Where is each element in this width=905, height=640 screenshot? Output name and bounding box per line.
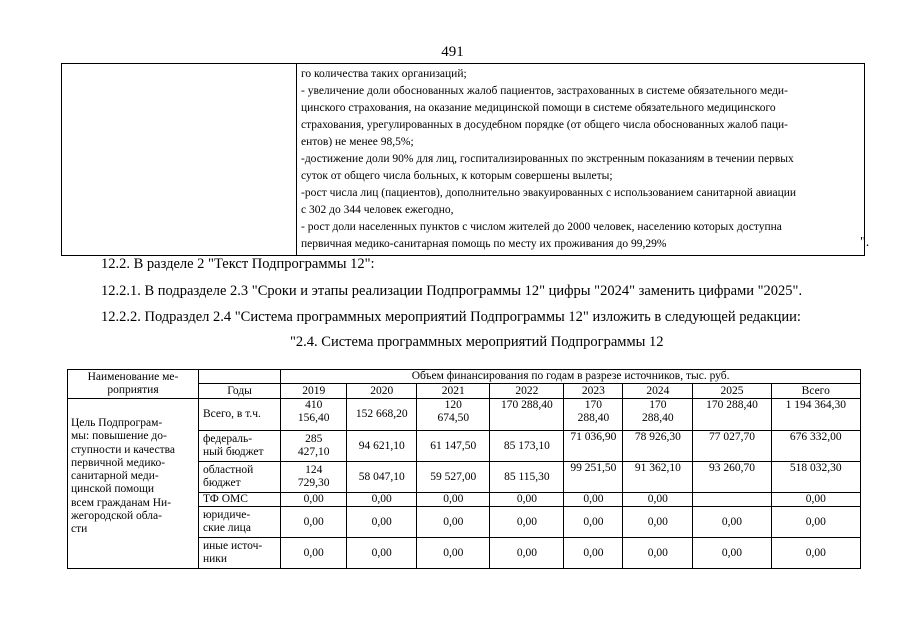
source-label: федераль- [202,433,253,445]
value-cell [564,493,623,507]
source-cell [198,462,280,493]
value-line: 94 621,10 [358,439,405,452]
value-cell [281,538,347,569]
value-line: 0,00 [371,546,392,559]
source-cell [198,507,280,538]
financing-table [67,369,861,569]
header-total: Всего [771,384,860,399]
source-label: ный бюджет [202,446,264,458]
header-year: 2023 [564,384,623,399]
value-line: 729,30 [297,477,330,489]
value-line: 58 047,10 [358,470,405,483]
value-cell [281,462,347,493]
value-cell [564,538,623,569]
source-label: юридиче- [202,509,251,521]
text-line: цинского страхования, на оказание медицинской помощи в системе обязательного медицинского [301,102,776,114]
header-financing-volume: Объем финансирования по годам в разрезе источников, тыс. руб. [281,370,861,384]
goal-line: жегородской обла- [71,510,162,523]
value-line: 427,10 [297,446,330,458]
value-line: 0,00 [647,515,668,528]
paragraph-12-2: 12.2. В разделе 2 "Текст Подпрограммы 12": [101,256,375,272]
page-number: 491 [441,44,464,60]
continued-table-text-cell [297,64,865,256]
value-cell [490,493,564,507]
value-cell [564,462,623,493]
value-cell [623,493,693,507]
section-heading-2-4: "2.4. Система программных мероприятий Подпрограммы 12 [290,334,664,350]
value-line: 0,00 [303,546,324,559]
value-cell [693,431,771,462]
value-cell [347,462,417,493]
header-event-name [68,370,199,399]
value-cell [693,493,771,507]
text-line: - рост доли населенных пунктов с числом жителей до 2000 человек, населению которых доступна [301,221,782,233]
value-line: 0,00 [371,493,392,505]
source-label: ТФ ОМС [202,493,248,505]
value-cell [490,538,564,569]
source-label: областной [202,464,254,476]
value-line: 59 527,00 [430,470,477,483]
value-cell [347,431,417,462]
paragraph-12-2-1: 12.2.1. В подразделе 2.3 "Сроки и этапы реализации Подпрограммы 12" цифры "2024" заменить цифрами "2025". [101,283,803,299]
value-line: 0,00 [721,515,742,528]
value-line: 170 288,40 [501,399,553,411]
source-label: ники [202,553,228,565]
source-cell [198,431,280,462]
text-line: ентов) не менее 98,5%; [301,136,414,148]
goal-line: цинской помощи [71,483,155,496]
source-cell [198,399,280,431]
goal-line: санитарной меди- [71,470,159,483]
text-line: с 302 до 344 человек ежегодно, [301,204,454,216]
value-line: 170 [584,399,602,411]
value-line: 410 [305,399,323,411]
header-year: 2024 [623,384,693,399]
value-line: 0,00 [516,515,537,528]
value-cell [623,431,693,462]
value-line: 0,00 [583,493,604,505]
value-line: 0,00 [721,546,742,559]
value-cell [564,399,623,431]
value-line: 285 [305,433,323,445]
value-cell [490,462,564,493]
value-line: 0,00 [805,493,826,505]
value-line: 99 251,50 [570,462,617,474]
continued-table [61,63,865,256]
header-year: 2019 [281,384,347,399]
value-line: 676 332,00 [789,431,842,443]
value-cell [771,462,860,493]
header-years: Годы [198,384,280,399]
value-line: 0,00 [805,515,826,528]
value-cell [771,538,860,569]
value-cell [771,507,860,538]
value-line: 0,00 [647,493,668,505]
header-year: 2025 [693,384,771,399]
value-line: 518 032,30 [789,462,842,474]
text-line: первичная медико-санитарная помощь по месту их проживания до 99,29% [301,238,667,250]
value-cell [417,507,490,538]
text-line: -достижение доли 90% для лиц, госпитализированных по экстренным показаниям в течении первых [301,153,794,165]
value-cell [623,462,693,493]
value-cell [417,431,490,462]
goal-cell [68,399,199,569]
value-cell [490,431,564,462]
goal-line: сти [71,523,88,536]
goal-line: всем гражданам Ни- [71,496,172,509]
source-label: Всего, в т.ч. [202,408,261,420]
value-cell [490,399,564,431]
value-line: 61 147,50 [430,439,477,452]
table-row [68,399,861,431]
value-line: 0,00 [443,546,464,559]
value-line: 0,00 [371,515,392,528]
goal-line: мы: повышение до- [71,430,167,443]
value-cell [623,399,693,431]
header-year: 2021 [417,384,490,399]
value-cell [417,399,490,431]
text-line: суток от общего числа больных, к которым совершены вылеты; [301,170,613,182]
value-cell [564,431,623,462]
text-line: -рост числа лиц (пациентов), дополнительно эвакуированных с использованием санитарной авиации [301,187,797,199]
text-line: страхования, урегулированных в досудебном порядке (от общего числа обоснованных жалоб паци- [301,119,788,131]
source-cell [198,493,280,507]
value-cell [347,493,417,507]
value-cell [693,507,771,538]
header-blank-cell [198,370,280,384]
value-line: 1 194 364,30 [785,399,846,411]
value-line: 0,00 [583,546,604,559]
goal-line: первичной медико- [71,456,166,469]
value-line: 288,40 [642,412,674,424]
value-line: 156,40 [297,412,330,424]
value-line: 91 362,10 [634,462,681,474]
source-label: иные источ- [202,540,263,552]
value-line: 0,00 [583,515,604,528]
paragraph-12-2-2: 12.2.2. Подраздел 2.4 "Система программных мероприятий Подпрограммы 12" изложить в следующей редакции: [101,309,801,325]
value-cell [771,431,860,462]
value-line: 0,00 [516,546,537,559]
value-cell [417,538,490,569]
source-label: ские лица [202,522,251,534]
value-cell [490,507,564,538]
value-cell [623,538,693,569]
value-line: 77 027,70 [708,431,755,443]
value-line: 124 [305,464,323,476]
goal-line: Цель Подпрограм- [71,417,163,429]
value-cell [693,538,771,569]
text-line: - увеличение доли обоснованных жалоб пациентов, застрахованных в системе обязательного меди- [301,85,788,97]
value-line: 152 668,20 [355,408,408,420]
value-line: 674,50 [437,412,470,424]
source-label: бюджет [202,477,241,489]
value-line: 120 [444,399,462,411]
value-cell [281,493,347,507]
value-line: 0,00 [303,493,324,505]
closing-quote: ". [860,235,870,250]
value-line: 0,00 [647,546,668,559]
value-line: 0,00 [805,546,826,559]
value-cell [623,507,693,538]
value-line: 93 260,70 [708,462,755,474]
value-cell [281,399,347,431]
continued-table-empty-cell [62,64,297,256]
value-cell [347,538,417,569]
source-cell [198,538,280,569]
header-year: 2020 [347,384,417,399]
value-cell [693,399,771,431]
text-line: го количества таких организаций; [301,68,467,80]
value-cell [281,507,347,538]
value-cell [281,431,347,462]
value-line: 0,00 [303,515,324,528]
value-line: 71 036,90 [570,431,617,443]
value-cell [771,399,860,431]
value-line: 0,00 [443,515,464,528]
value-line: 78 926,30 [634,431,681,443]
value-cell [771,493,860,507]
header-event-name-line: Наименование ме- [87,371,179,383]
value-cell [347,507,417,538]
value-line: 0,00 [516,493,537,505]
value-line: 170 [649,399,667,411]
value-cell [347,399,417,431]
value-line: 288,40 [577,412,610,424]
goal-line: ступности и качества [71,443,176,456]
value-cell [417,493,490,507]
header-event-name-line: роприятия [107,384,159,396]
value-cell [417,462,490,493]
value-line: 0,00 [443,493,464,505]
value-line: 85 173,10 [503,439,550,452]
value-cell [564,507,623,538]
value-cell [693,462,771,493]
value-line: 170 288,40 [706,399,758,411]
value-line: 85 115,30 [504,470,550,483]
header-year: 2022 [490,384,564,399]
